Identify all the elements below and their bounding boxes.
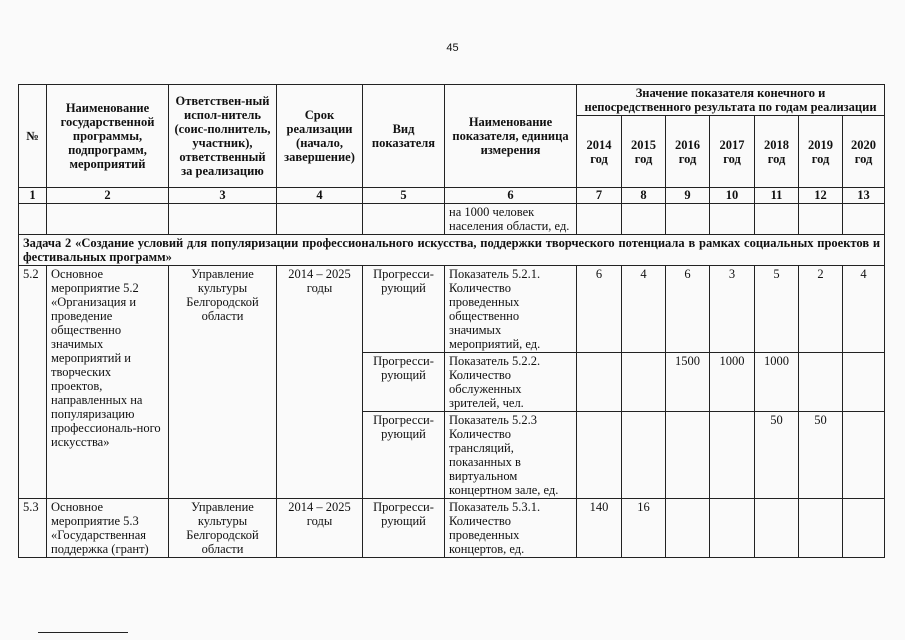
value-cell bbox=[622, 412, 666, 499]
value-cell: 1500 bbox=[666, 353, 710, 412]
header-term: Срок реализации (начало, завершение) bbox=[277, 85, 363, 188]
value-cell: 6 bbox=[666, 266, 710, 353]
column-number: 10 bbox=[710, 188, 755, 204]
value-cell bbox=[710, 499, 755, 558]
value-cell bbox=[666, 412, 710, 499]
header-values-group: Значение показателя конечного и непосредственного результата по годам реализации bbox=[577, 85, 885, 116]
column-number: 4 bbox=[277, 188, 363, 204]
value-cell bbox=[666, 499, 710, 558]
term: 2014 – 2025 годы bbox=[277, 266, 363, 499]
column-number: 8 bbox=[622, 188, 666, 204]
table-row bbox=[19, 204, 885, 235]
divider bbox=[38, 632, 128, 633]
header-year: 2018 год bbox=[755, 116, 799, 188]
value-cell bbox=[843, 412, 885, 499]
column-number: 3 bbox=[169, 188, 277, 204]
header-name: Наименование государственной программы, подпрограмм, мероприятий bbox=[47, 85, 169, 188]
term: 2014 – 2025 годы bbox=[277, 499, 363, 558]
indicator-name: Показатель 5.2.2. Количество обслуженных зрителей, чел. bbox=[445, 353, 577, 412]
row-number: 5.3 bbox=[19, 499, 47, 558]
responsible: Управление культуры Белгородской области bbox=[169, 499, 277, 558]
indicator-kind: Прогресси-рующий bbox=[363, 353, 445, 412]
value-cell: 6 bbox=[577, 266, 622, 353]
responsible: Управление культуры Белгородской области bbox=[169, 266, 277, 499]
header-year: 2017 год bbox=[710, 116, 755, 188]
indicator-name: на 1000 человек населения области, ед. bbox=[445, 204, 577, 235]
table-row bbox=[19, 266, 885, 353]
value-cell bbox=[577, 412, 622, 499]
value-cell: 3 bbox=[710, 266, 755, 353]
header-row-1 bbox=[19, 85, 885, 116]
column-number: 12 bbox=[799, 188, 843, 204]
value-cell bbox=[799, 353, 843, 412]
row-number: 5.2 bbox=[19, 266, 47, 499]
indicator-name: Показатель 5.2.3 Количество трансляций, показанных в виртуальном концертном зале, ед. bbox=[445, 412, 577, 499]
value-cell: 4 bbox=[843, 266, 885, 353]
indicator-name: Показатель 5.2.1. Количество проведенных общественно значимых мероприятий, ед. bbox=[445, 266, 577, 353]
indicator-kind: Прогресси-рующий bbox=[363, 412, 445, 499]
header-kind: Вид показателя bbox=[363, 85, 445, 188]
header-indicator: Наименование показателя, единица измерения bbox=[445, 85, 577, 188]
column-number: 9 bbox=[666, 188, 710, 204]
header-responsible: Ответствен-ный испол-нитель (соис-полнитель, участник), ответственный за реализацию bbox=[169, 85, 277, 188]
indicator-kind: Прогресси-рующий bbox=[363, 499, 445, 558]
column-number: 13 bbox=[843, 188, 885, 204]
header-year: 2015 год bbox=[622, 116, 666, 188]
task-title: Задача 2 «Создание условий для популяризации профессионального искусства, поддержки творческого потенциала в рамках социальных проектов и фестивальных программ» bbox=[19, 235, 885, 266]
value-cell: 4 bbox=[622, 266, 666, 353]
value-cell: 1000 bbox=[710, 353, 755, 412]
value-cell: 1000 bbox=[755, 353, 799, 412]
page-number: 45 bbox=[446, 42, 459, 54]
column-number: 7 bbox=[577, 188, 622, 204]
value-cell bbox=[622, 353, 666, 412]
value-cell bbox=[843, 353, 885, 412]
header-year: 2016 год bbox=[666, 116, 710, 188]
value-cell: 16 bbox=[622, 499, 666, 558]
value-cell: 5 bbox=[755, 266, 799, 353]
measure-name: Основное мероприятие 5.3 «Государственная поддержка (грант) bbox=[47, 499, 169, 558]
value-cell: 50 bbox=[755, 412, 799, 499]
value-cell: 50 bbox=[799, 412, 843, 499]
column-number: 5 bbox=[363, 188, 445, 204]
column-number-row bbox=[19, 188, 885, 204]
header-year: 2014 год bbox=[577, 116, 622, 188]
indicator-table bbox=[18, 84, 885, 558]
column-number: 1 bbox=[19, 188, 47, 204]
indicator-name: Показатель 5.3.1. Количество проведенных концертов, ед. bbox=[445, 499, 577, 558]
value-cell bbox=[799, 499, 843, 558]
value-cell bbox=[755, 499, 799, 558]
indicator-kind: Прогресси-рующий bbox=[363, 266, 445, 353]
header-no: № bbox=[19, 85, 47, 188]
header-year: 2020 год bbox=[843, 116, 885, 188]
column-number: 11 bbox=[755, 188, 799, 204]
value-cell bbox=[577, 353, 622, 412]
value-cell: 2 bbox=[799, 266, 843, 353]
column-number: 2 bbox=[47, 188, 169, 204]
table-row bbox=[19, 499, 885, 558]
measure-name: Основное мероприятие 5.2 «Организация и проведение общественно значимых мероприятий и творческих проектов, направленных на популяризацию профессиональ-ного искусства» bbox=[47, 266, 169, 499]
task-row bbox=[19, 235, 885, 266]
value-cell bbox=[843, 499, 885, 558]
column-number: 6 bbox=[445, 188, 577, 204]
value-cell: 140 bbox=[577, 499, 622, 558]
header-year: 2019 год bbox=[799, 116, 843, 188]
value-cell bbox=[710, 412, 755, 499]
